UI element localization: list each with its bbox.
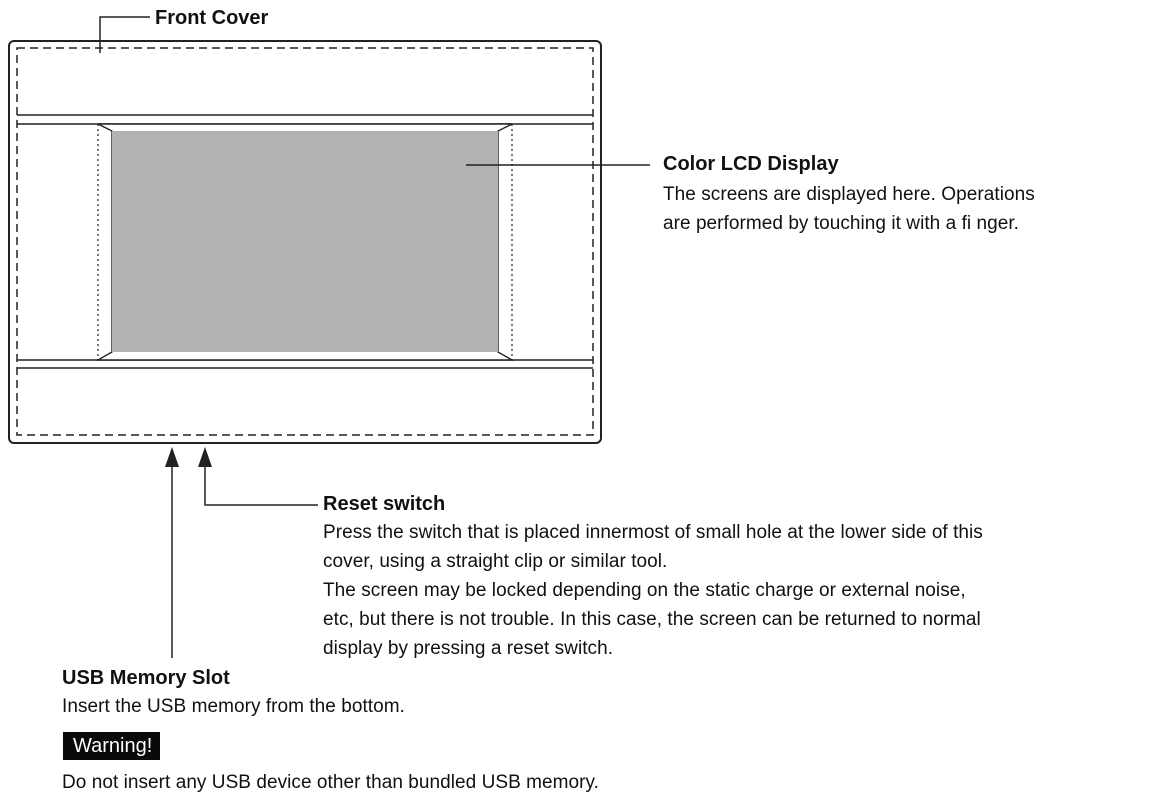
front-cover-title: Front Cover — [155, 7, 269, 29]
usb-description: Insert the USB memory from the bottom. — [62, 696, 405, 717]
reset-leader — [205, 460, 318, 505]
reset-description-line: etc, but there is not trouble. In this case, the screen can be returned to normal — [323, 609, 981, 630]
lcd-description — [663, 180, 1035, 238]
warning-text: Do not insert any USB device other than bundled USB memory. — [62, 772, 599, 793]
lcd-description-line: The screens are displayed here. Operations — [663, 184, 1035, 205]
lcd-description-line: are performed by touching it with a fi nger. — [663, 213, 1020, 234]
usb-arrow — [165, 447, 179, 467]
reset-description-line: display by pressing a reset switch. — [323, 638, 614, 659]
reset-description-line: cover, using a straight clip or similar tool. — [323, 551, 668, 572]
lcd-screen — [112, 131, 498, 352]
reset-title: Reset switch — [323, 493, 446, 515]
reset-description-line: Press the switch that is placed innermost of small hole at the lower side of this — [323, 522, 983, 543]
lcd-title: Color LCD Display — [663, 153, 839, 175]
reset-description — [323, 518, 983, 663]
warning-badge: Warning! — [63, 732, 160, 760]
reset-description-line: The screen may be locked depending on the static charge or external noise, — [323, 580, 966, 601]
usb-title: USB Memory Slot — [62, 667, 230, 689]
reset-arrow — [198, 447, 212, 467]
